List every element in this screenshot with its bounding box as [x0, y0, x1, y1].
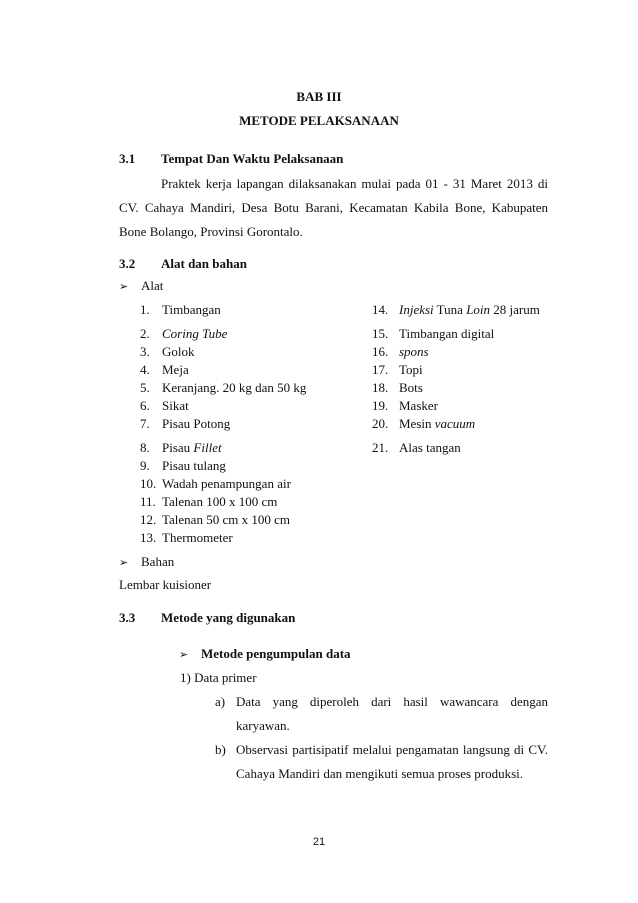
item-a-label: a)	[215, 694, 226, 709]
list-item: 19. Masker	[372, 398, 438, 413]
list-item: 16. spons	[372, 344, 429, 359]
list-item: 3. Golok	[140, 344, 195, 359]
list-item: 1. Timbangan	[140, 302, 221, 317]
arrow-bullet-icon: ➢	[119, 556, 129, 569]
chapter-title: METODE PELAKSANAAN	[239, 113, 399, 128]
list-item: 10. Wadah penampungan air	[140, 476, 291, 491]
list-item: 12. Talenan 50 cm x 100 cm	[140, 512, 290, 527]
list-item: 6. Sikat	[140, 398, 189, 413]
section-3-1-line-3: Bone Bolango, Provinsi Gorontalo.	[119, 224, 303, 239]
item-a-line-1: Data yang diperoleh dari hasil wawancara dengan	[236, 694, 548, 709]
section-3-1-line-1: Praktek kerja lapangan dilaksanakan mulai pada 01 - 31 Maret 2013 di	[161, 176, 548, 191]
list-item: 4. Meja	[140, 362, 189, 377]
list-item: 21. Alas tangan	[372, 440, 461, 455]
metode-subtitle	[179, 646, 351, 662]
page-number: 21	[312, 836, 326, 848]
section-3-2-title: Alat dan bahan	[161, 256, 247, 271]
section-3-1-line-2: CV. Cahaya Mandiri, Desa Botu Barani, Kecamatan Kabila Bone, Kabupaten	[119, 200, 548, 215]
section-3-3-title: Metode yang digunakan	[161, 610, 296, 625]
item-b-line-1: Observasi partisipatif melalui pengamatan langsung di CV.	[236, 742, 548, 757]
list-item: 9. Pisau tulang	[140, 458, 226, 473]
bahan-label: Bahan	[141, 554, 175, 569]
section-3-3-number: 3.3	[119, 610, 136, 625]
arrow-bullet-icon: ➢	[179, 648, 189, 661]
item-b-label: b)	[215, 742, 226, 757]
list-item: 2. Coring Tube	[140, 326, 228, 341]
bahan-text: Lembar kuisioner	[119, 577, 212, 592]
list-item: 17. Topi	[372, 362, 423, 377]
item-b-line-2: Cahaya Mandiri dan mengikuti semua proses produksi.	[236, 766, 524, 781]
section-3-1-title: Tempat Dan Waktu Pelaksanaan	[161, 151, 344, 166]
section-3-2-number: 3.2	[119, 256, 136, 271]
list-item: 14. Injeksi Tuna Loin 28 jarum	[372, 302, 540, 317]
data-primer: 1) Data primer	[180, 670, 257, 685]
list-item: 11. Talenan 100 x 100 cm	[140, 494, 278, 509]
section-3-1-number: 3.1	[119, 151, 136, 166]
list-item: 18. Bots	[372, 380, 423, 395]
list-item: 7. Pisau Potong	[140, 416, 231, 431]
alat-heading	[119, 278, 163, 294]
list-item: 20. Mesin vacuum	[372, 416, 476, 431]
list-item: 8. Pisau Fillet	[140, 440, 222, 455]
list-item: 15. Timbangan digital	[372, 326, 495, 341]
arrow-bullet-icon: ➢	[119, 280, 129, 293]
item-a-line-2: karyawan.	[236, 718, 290, 733]
bahan-heading	[119, 554, 174, 570]
metode-subtitle-label: Metode pengumpulan data	[201, 646, 351, 661]
list-item: 13. Thermometer	[140, 530, 233, 545]
chapter-label: BAB III	[296, 89, 342, 104]
list-item: 5. Keranjang. 20 kg dan 50 kg	[140, 380, 307, 395]
alat-label: Alat	[141, 278, 164, 293]
